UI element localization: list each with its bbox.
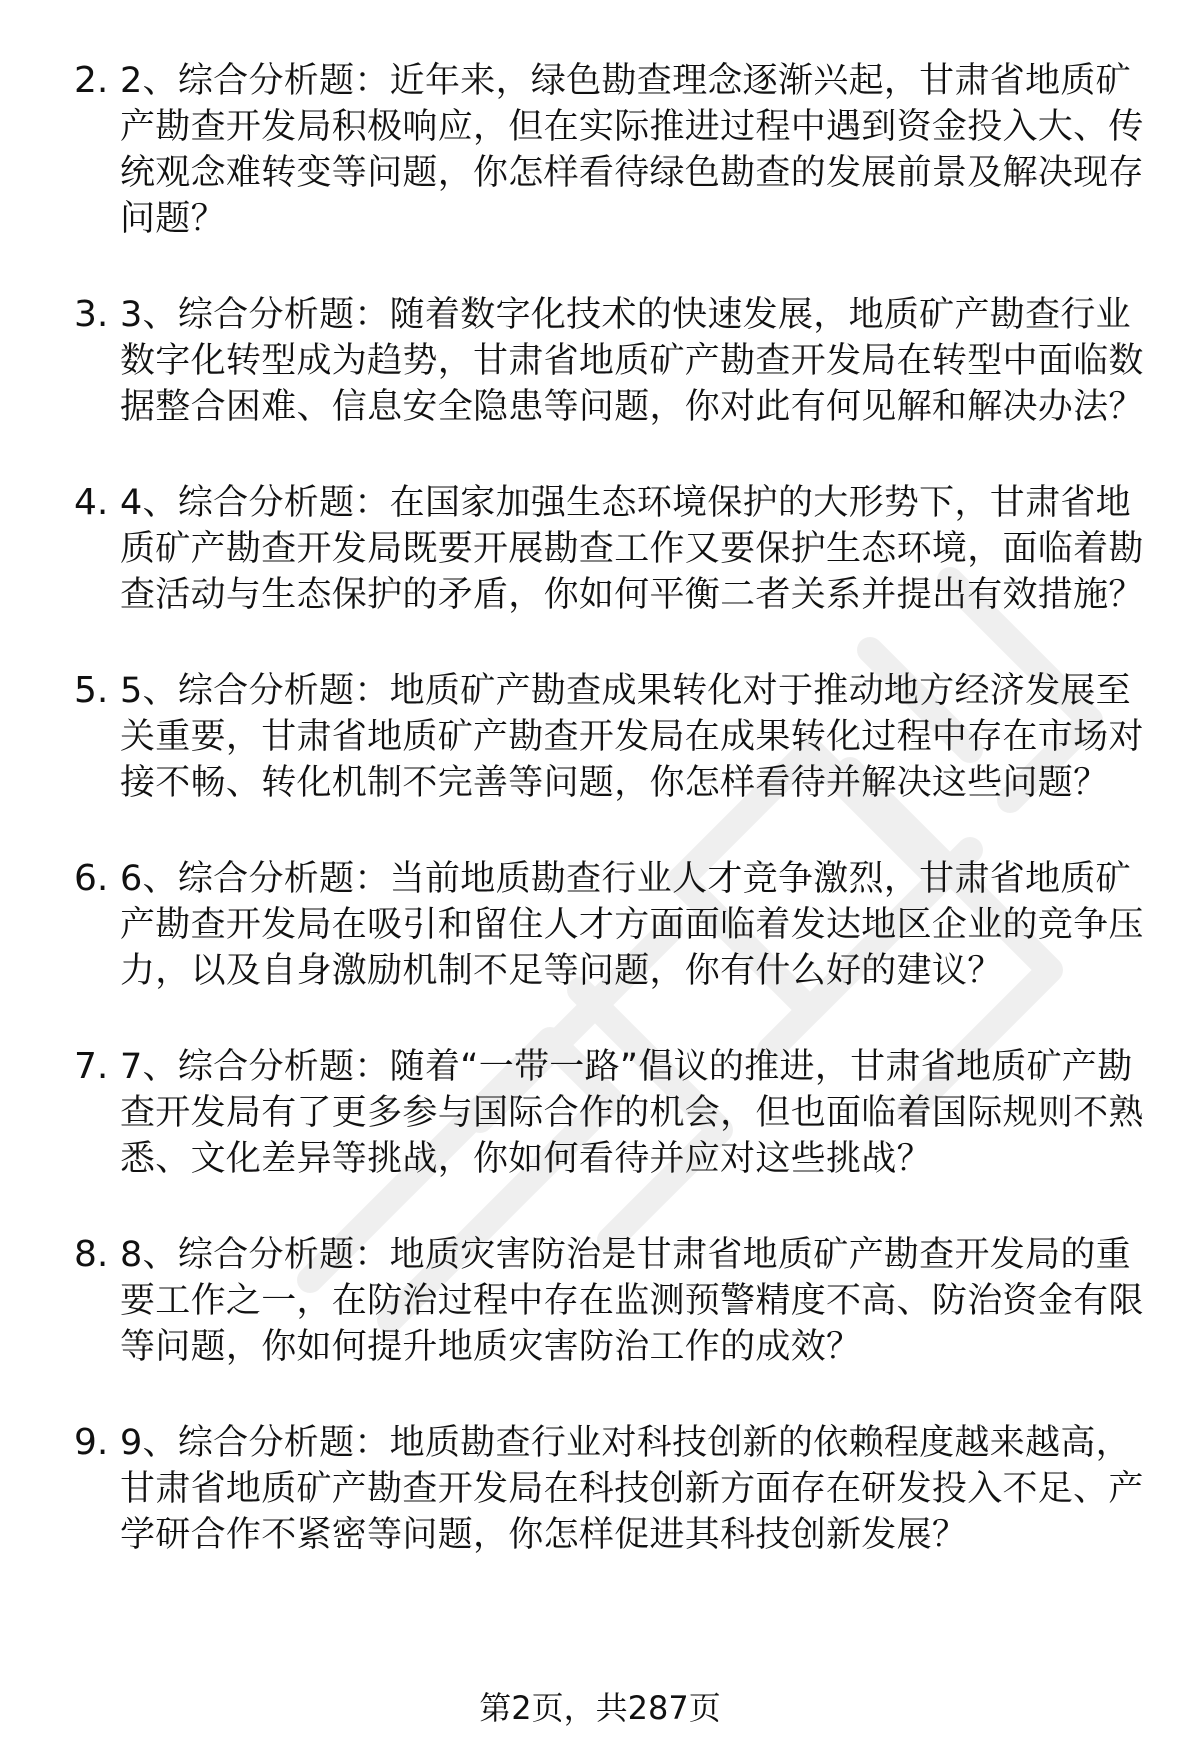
item-text: 6、综合分析题：当前地质勘查行业人才竞争激烈，甘肃省地质矿产勘查开发局在吸引和留住人才方面面临着发达地区企业的竞争压力，以及自身激励机制不足等问题，你有什么好的建议？ (120, 859, 1144, 991)
item-text: 3、综合分析题：随着数字化技术的快速发展，地质矿产勘查行业数字化转型成为趋势，甘肃省地质矿产勘查开发局在转型中面临数据整合困难、信息安全隐患等问题，你对此有何见解和解决办法？ (120, 295, 1144, 427)
list-item (0, 58, 1200, 242)
question-list (0, 58, 1200, 1608)
list-item (0, 856, 1200, 994)
item-number: 6. (74, 858, 109, 899)
item-number: 7. (74, 1046, 109, 1087)
item-number: 3. (74, 294, 109, 335)
list-item (0, 1044, 1200, 1182)
item-number: 5. (74, 670, 109, 711)
item-number: 4. (74, 482, 109, 523)
list-item (0, 1420, 1200, 1558)
list-item (0, 480, 1200, 618)
item-text: 9、综合分析题：地质勘查行业对科技创新的依赖程度越来越高，甘肃省地质矿产勘查开发局在科技创新方面存在研发投入不足、产学研合作不紧密等问题，你怎样促进其科技创新发展？ (120, 1423, 1144, 1555)
item-number: 8. (74, 1234, 109, 1275)
page-footer (0, 1688, 1200, 1728)
item-text: 4、综合分析题：在国家加强生态环境保护的大形势下，甘肃省地质矿产勘查开发局既要开展勘查工作又要保护生态环境，面临着勘查活动与生态保护的矛盾，你如何平衡二者关系并提出有效措施？ (120, 483, 1144, 615)
item-number: 2. (74, 60, 109, 101)
item-number: 9. (74, 1422, 109, 1463)
list-item (0, 1232, 1200, 1370)
page-number-label: 第2页，共287页 (479, 1689, 721, 1727)
item-text: 8、综合分析题：地质灾害防治是甘肃省地质矿产勘查开发局的重要工作之一，在防治过程中存在监测预警精度不高、防治资金有限等问题，你如何提升地质灾害防治工作的成效？ (120, 1235, 1144, 1367)
list-item (0, 668, 1200, 806)
item-text: 2、综合分析题：近年来，绿色勘查理念逐渐兴起，甘肃省地质矿产勘查开发局积极响应，但在实际推进过程中遇到资金投入大、传统观念难转变等问题，你怎样看待绿色勘查的发展前景及解决现存问题？ (120, 61, 1144, 239)
list-item (0, 292, 1200, 430)
item-text: 5、综合分析题：地质矿产勘查成果转化对于推动地方经济发展至关重要，甘肃省地质矿产勘查开发局在成果转化过程中存在市场对接不畅、转化机制不完善等问题，你怎样看待并解决这些问题？ (120, 671, 1144, 803)
item-text: 7、综合分析题：随着“一带一路”倡议的推进，甘肃省地质矿产勘查开发局有了更多参与国际合作的机会，但也面临着国际规则不熟悉、文化差异等挑战，你如何看待并应对这些挑战？ (120, 1047, 1144, 1179)
